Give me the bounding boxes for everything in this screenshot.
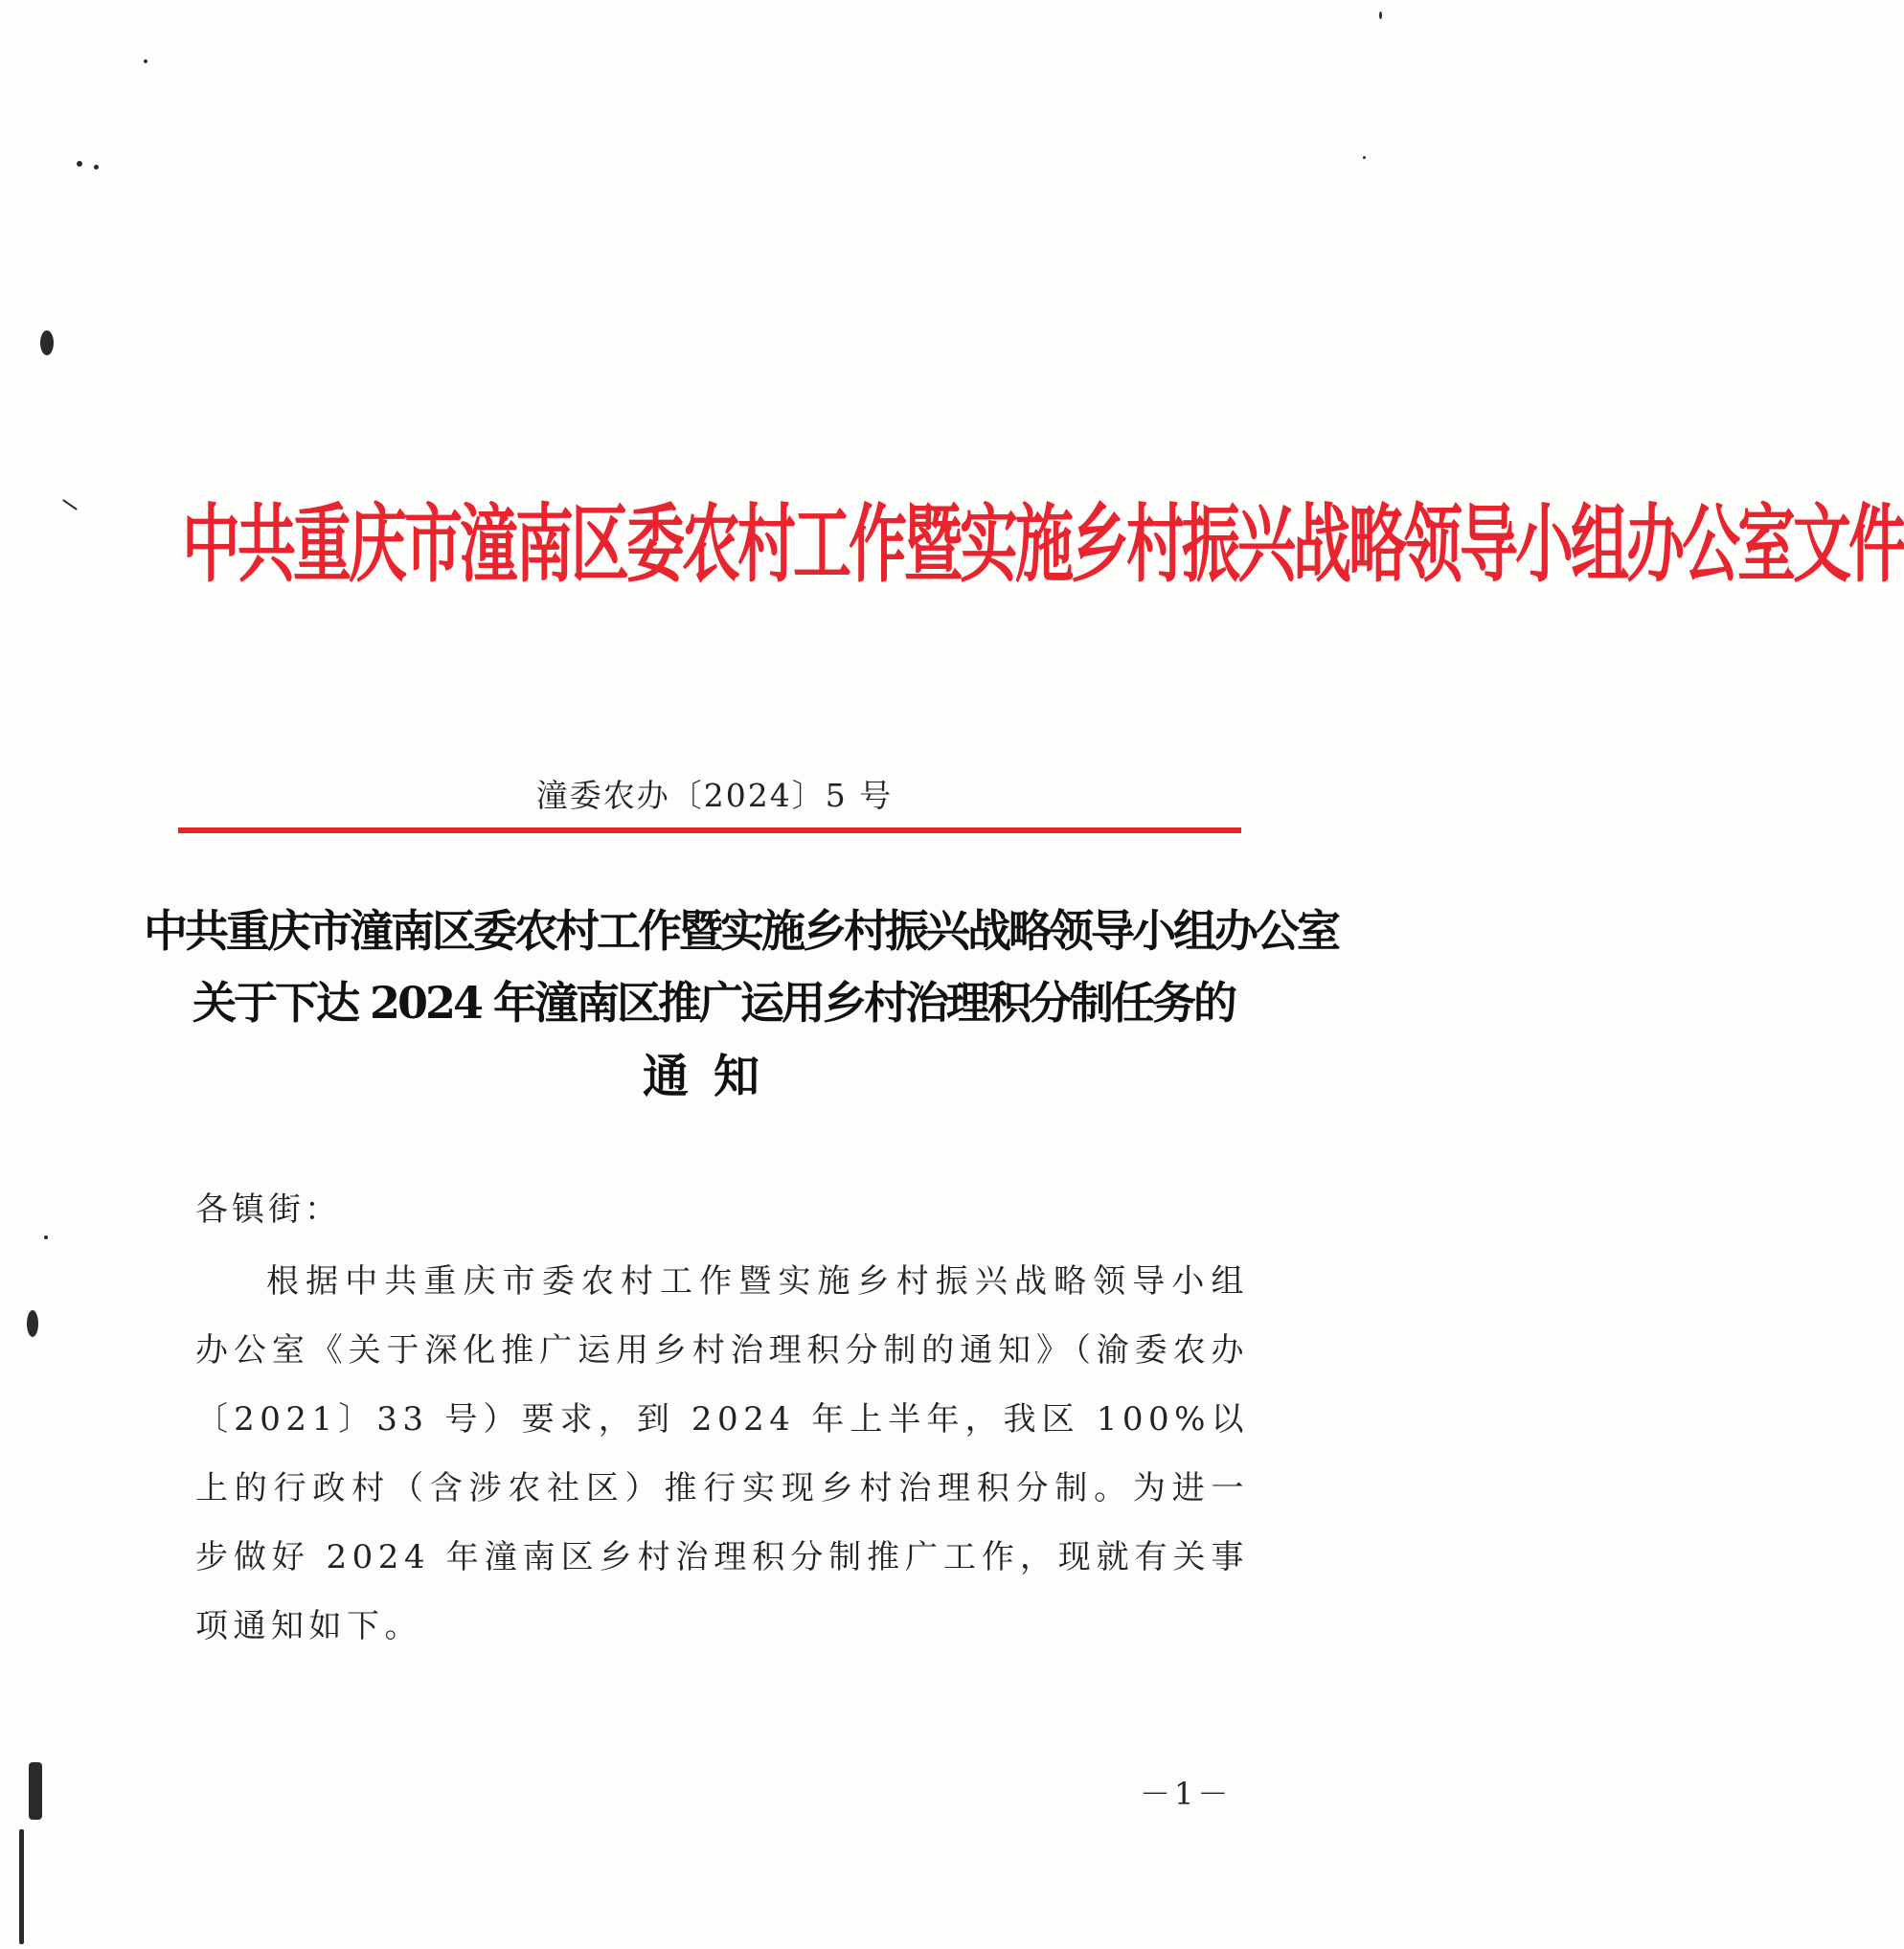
- scan-speck: [1363, 156, 1366, 159]
- scan-speck: [29, 1762, 42, 1820]
- salutation: 各镇街：: [195, 1190, 341, 1229]
- red-divider: [178, 827, 1241, 833]
- notice-title-line-3: 通知: [642, 1050, 784, 1103]
- notice-title-line-1: 中共重庆市潼南区委农村工作暨实施乡村振兴战略领导小组办公室: [144, 905, 1338, 957]
- scan-speck: [1379, 11, 1382, 19]
- scan-speck: [40, 330, 54, 355]
- scan-speck: [44, 1235, 48, 1239]
- issuer-title: 中共重庆市潼南区委农村工作暨实施乡村振兴战略领导小组办公室文件: [182, 495, 1904, 595]
- body-paragraph: 根据中共重庆市委农村工作暨实施乡村振兴战略领导小组办公室《关于深化推广运用乡村治理积分制的通知》（渝委农办〔2021〕33 号）要求，到 2024 年上半年，我区 100%以上的行政村（含涉农社区）推行实现乡村治理积分制。为进一步做好 2024 年潼南区乡村治理积分制推广工作，现就有关事项通知如下。: [195, 1262, 1249, 1645]
- scan-speck: [62, 499, 78, 510]
- scan-speck: [19, 1829, 24, 1944]
- notice-title-line-2: 关于下达 2024 年潼南区推广运用乡村治理积分制任务的: [192, 977, 1235, 1029]
- scan-speck: [77, 161, 82, 167]
- scan-speck: [27, 1310, 38, 1337]
- scan-speck: [94, 165, 99, 170]
- scan-speck: [144, 59, 147, 63]
- page-number: －1－: [1140, 1776, 1233, 1812]
- document-number: 潼委农办〔2024〕5 号: [535, 777, 894, 814]
